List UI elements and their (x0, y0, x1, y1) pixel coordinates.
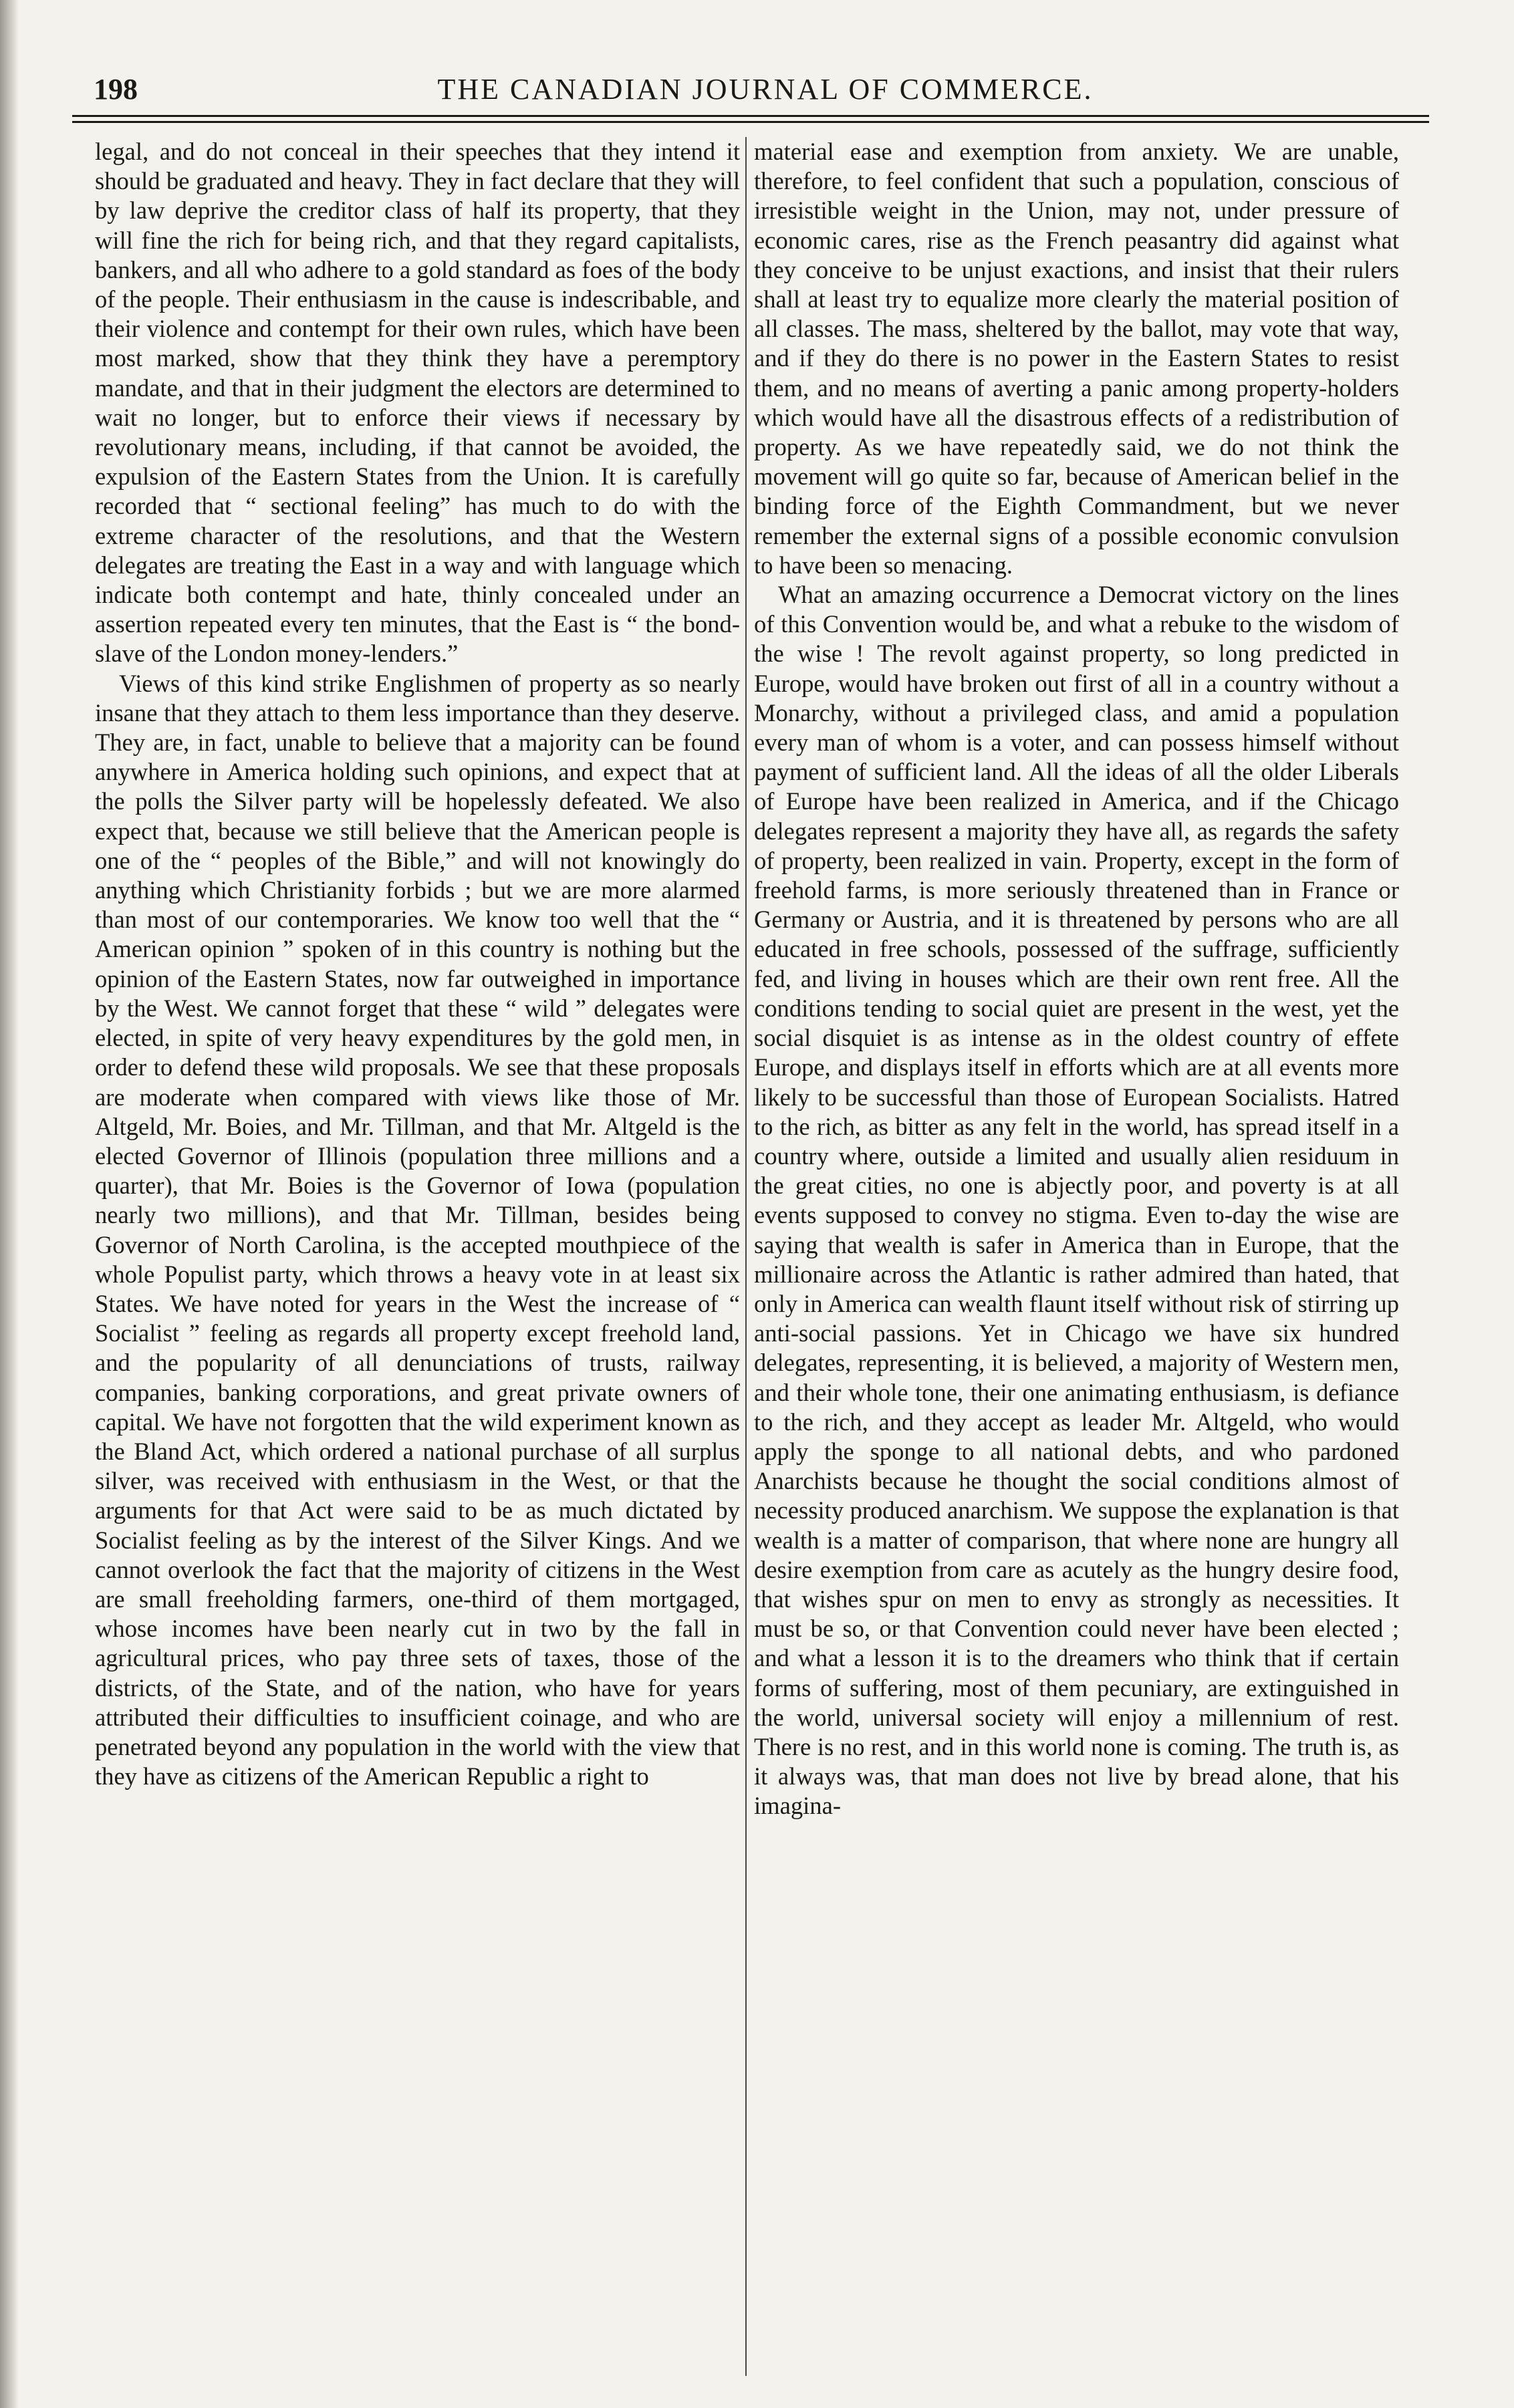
binding-gutter-shadow (0, 0, 19, 2408)
column-divider (745, 137, 747, 2376)
header-rule-top (72, 115, 1429, 117)
right-column (754, 137, 1399, 2383)
header-rule-bottom (72, 121, 1429, 123)
right-paragraph-1: material ease and exemption from anxiety. We are unable, therefore, to feel confident that such a population, conscious of irresistible weight in the Union, may not, under pressure of economic cares, rise as the French peasantry did against what they conceive to be unjust exactions, and insist that their rulers shall at least try to equalize more clearly the material position of all classes. The mass, sheltered by the ballot, may vote that way, and if they do there is no power in the Eastern States to resist them, and no means of averting a panic among property-holders which would have all the disastrous effects of a redistribution of property. As we have repeatedly said, we do not think the movement will go quite so far, because of American belief in the binding force of the Eighth Commandment, but we never remember the external signs of a possible economic convulsion to have been so menacing. (754, 138, 1399, 579)
left-paragraph-2: Views of this kind strike Englishmen of property as so nearly insane that they attach to them less importance than they deserve. They are, in fact, unable to believe that a majority can be found anywhere in America holding such opinions, and expect that at the polls the Silver party will be hopelessly defeated. We also expect that, because we still believe that the American people is one of the “ peoples of the Bible,” and will not knowingly do anything which Christianity forbids ; but we are more alarmed than most of our contemporaries. We know too well that the “ American opinion ” spoken of in this country is nothing but the opinion of the Eastern States, now far outweighed in importance by the West. We cannot forget that these “ wild ” delegates were elected, in spite of very heavy expenditures by the gold men, in order to defend these wild proposals. We see that these proposals are moderate when compared with views like those of Mr. Altgeld, Mr. Boies, and Mr. Tillman, and that Mr. Altgeld is the elected Governor of Illinois (population three millions and a quarter), that Mr. Boies is the Governor of Iowa (population nearly two millions), and that Mr. Tillman, besides being Governor of North Carolina, is the accepted mouthpiece of the whole Populist party, which throws a heavy vote in at least six States. We have noted for years in the West the increase of “ Socialist ” feeling as regards all property except freehold land, and the popularity of all denunciations of trusts, railway companies, banking corporations, and great private owners of capital. We have not forgotten that the wild experiment known as the Bland Act, which ordered a national purchase of all surplus silver, was received with enthusiasm in the West, or that the arguments for that Act were said to be as much dictated by Socialist feeling as by the interest of the Silver Kings. And we cannot overlook the fact that the majority of citizens in the West are small freeholding farmers, one-third of them mortgaged, whose incomes have been nearly cut in two by the fall in agricultural prices, who pay three sets of taxes, those of the districts, of the State, and of the nation, who have for years attributed their difficulties to insufficient coinage, and who are penetrated beyond any population in the world with the view that they have as citizens of the American Republic a right to (95, 669, 740, 1790)
journal-title: THE CANADIAN JOURNAL OF COMMERCE. (437, 73, 1094, 106)
right-paragraph-2: What an amazing occurrence a Democrat victory on the lines of this Convention would be, and what a rebuke to the wisdom of the wise ! The revolt against property, so long predicted in Europe, would have broken out first of all in a country without a Monarchy, without a privileged class, and amid a population every man of whom is a voter, and can possess himself without payment of sufficient land. All the ideas of all the older Liberals of Europe have been realized in America, and if the Chicago delegates represent a majority they have all, as regards the safety of property, been realized in vain. Property, except in the form of freehold farms, is more seriously threatened than in France or Germany or Austria, and it is threatened by persons who are all educated in free schools, possessed of the suffrage, sufficiently fed, and living in houses which are their own rent free. All the conditions tending to social quiet are present in the west, yet the social disquiet is as intense as in the oldest country of effete Europe, and displays itself in efforts which are at all events more likely to be successful than those of European Socialists. Hatred to the rich, as bitter as any felt in the world, has spread itself in a country where, outside a limited and usually alien residuum in the great cities, no one is abjectly poor, and poverty is at all events supposed to convey no stigma. Even to-day the wise are saying that wealth is safer in America than in Europe, that the millionaire across the Atlantic is rather admired than hated, that only in America can wealth flaunt itself without risk of stirring up anti-social passions. Yet in Chicago we have six hundred delegates, representing, it is believed, a majority of Western men, and their whole tone, their one animating enthusiasm, is defiance to the rich, and they accept as leader Mr. Altgeld, who would apply the sponge to all national debts, and who pardoned Anarchists because he thought the social conditions almost of necessity produced anarchism. We suppose the explanation is that wealth is a matter of comparison, that where none are hungry all desire exemption from care as acutely as the hungry desire food, that wishes spur on men to envy as strongly as necessities. It must be so, or that Convention could never have been elected ; and what a lesson it is to the dreamers who think that if certain forms of suffering, most of them pecuniary, are extinguished in the world, universal society will enjoy a millennium of rest. There is no rest, and in this world none is coming. The truth is, as it always was, that man does not live by bread alone, that his imagina- (754, 581, 1399, 1820)
page-number: 198 (94, 73, 138, 106)
left-column (95, 137, 740, 2383)
left-paragraph-1: legal, and do not conceal in their speeches that they intend it should be graduated and heavy. They in fact declare that they will by law deprive the creditor class of half its property, that they will fine the rich for being rich, and that they regard capitalists, bankers, and all who adhere to a gold standard as foes of the body of the people. Their enthusiasm in the cause is indescribable, and their violence and contempt for their own rules, which have been most marked, show that they think they have a peremptory mandate, and that in their judgment the electors are determined to wait no longer, but to enforce their views if necessary by revolutionary means, including, if that cannot be avoided, the expulsion of the Eastern States from the Union. It is carefully recorded that “ sectional feeling” has much to do with the extreme character of the resolutions, and that the Western delegates are treating the East in a way and with language which indicate both contempt and hate, thinly concealed under an assertion repeated every ten minutes, that the East is “ the bond-slave of the London money-lenders.” (95, 138, 740, 668)
page-header (67, 72, 1464, 112)
